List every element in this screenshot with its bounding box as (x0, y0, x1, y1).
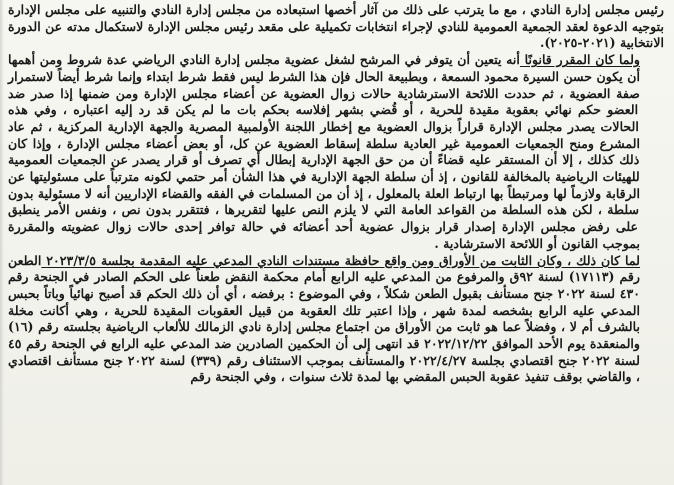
p2-line-1: أنه يتعين أن يتوفر في المرشح لشغل عضوية مجلس إدارة النادي الرياضي عدة شروط ومن (35, 52, 520, 68)
paragraph-3 (8, 253, 664, 387)
p3-lead-underlined: لما كان ذلك ، وكان الثابت من الأوراق (434, 252, 640, 268)
paragraph-1 (8, 2, 664, 52)
p1-line-3: عن الدورة الانتخابية (٢٠٢١-٢٠٢٥). (8, 18, 664, 51)
p2-line-4: صدر ضد العضو حكم نهائي بعقوبة مقيدة للحرية ، أو قُضي بشهر إفلاسه بحكم بات ما لم يكن قد رد إليه اعتباره ، وفي هذه (8, 85, 639, 118)
p2-line-2: أهمها أن يكون حسن السيرة محمود السمعة ، وبطبيعة الحال فإن هذا الشرط ليس فقط شرط ابتداء وإنما شرط أيضاً (8, 52, 640, 84)
p3-line-4: نهائياً وباتاً بحبس المدعي عليه الرابع بشخصه لمدة شهر ، وإذا اعتبر تلك العقوبة من قبيل العقوبات المقيدة للحرية ، وهي (8, 285, 641, 318)
p2-line-6: المشرع ومنح الجمعيات العمومية غير العادية سلطة إسقاط العضوية عن كل، أو بعض أعضاء مجلس الإدارة ، وإذا كان ذلك (8, 135, 640, 168)
p2-line-5: الحالات يصدر مجلس الإدارة قراراً بزوال العضوية مع إخطار اللجنة الأولمبية المصرية والجهة الإدارية المركزية ، ثم عاد (8, 118, 639, 134)
p2-line-3: لاستمرار صفة العضوية ، ثم حددت اللائحة الاسترشادية حالات زوال العضوية عن أعضاء مجلس الإدارة ومن ضمنها إذا (8, 68, 640, 101)
p3-line-7: في الجنحة رقم ٤٥ لسنة ٢٠٢٢ جنح اقتصادي بجلسة ٢٠٢٢/٤/٢٧ والمستأنف بموجب الاستئناف رقم (٣٣٩) لسنة (8, 336, 640, 368)
p2-line-11: على رفض مجلس الإدارة إصدار قرار بزوال عضوية أحد أعضائه في حالة توافر إحدى حالات زوال عضويته والمقررة (8, 219, 639, 235)
p3-line-1: ومن واقع حافظة مستندات النادي المدعي عليه المقدمة بجلسة ٢٠٢٣/٣/٥ (41, 252, 435, 268)
p1-line-2: الإدارة بتوجيه الدعوة لعقد الجمعية العمومية للنادي لإجراء انتخابات تكميلية على مقعد رئيس مجلس الإدارة لاستكمال مدته (8, 2, 664, 34)
p3-line-2: الطعن رقم (١٧١١٣) لسنة ٩٢ق والمرفوع من المدعي عليه الرابع أمام محكمة النقض طعناً على الحكم الصادر في (8, 252, 640, 285)
p1-line-1: رئيس مجلس إدارة النادي ، مع ما يترتب على ذلك من آثار أخصها استبعاده من مجلس إدارة النادي والتنبيه على مجلس (40, 2, 664, 17)
p2-line-8: للهيئات الرياضية بالمخالفة للقانون ، إذ أن سلطة الجهة الإدارية في هذا الشأن أمر حتمي لكونه مترتباً على مسئوليتها عن (8, 169, 640, 185)
page-fold-shadow (0, 0, 4, 485)
paragraph-2 (8, 52, 664, 252)
p3-line-8: ٢٠٢٢ جنح مستأنف اقتصادي ، والقاضي بوقف تنفيذ عقوبة الحبس المقضي بها لمدة ثلاث سنوات ، وفي الجنحة رقم (8, 352, 640, 385)
p3-line-5: أكانت مخلة بالشرف أم لا ، وفضلاً عما هو ثابت من الأوراق من اجتماع مجلس إدارة نادي الزمالك للألعاب الرياضية (8, 302, 640, 335)
p2-line-9: الرقابة ولازماً لها ومرتبطاً بها ارتباط العلة بالمعلول ، إذ أن من المسلمات في الفقه والقضاء الإداريين أنه لا مسئولية بدون (8, 185, 640, 201)
p2-line-7: كذلك ، إلا أن المستقر عليه قضاءً أن من حق الجهة الإدارية إبطال أي تصرف أو قرار يصدر عن الجمعيات العمومية (8, 152, 615, 168)
p2-line-12: بموجب القانون أو اللائحة الاسترشادية . (434, 235, 640, 251)
p3-line-3: الجنحة رقم ٤٣٠ لسنة ٢٠٢٢ جنح مستأنف بقبول الطعن شكلاً ، وفي الموضوع : برفضه ، أي أن ذلك الحكم قد أصبح (8, 269, 640, 301)
p3-line-6: بجلسته رقم (١٦) والمنعقدة يوم الأحد الموافق ٢٠٢٢/١٢/٢٢ قد انتهى إلى أن الحكمين الصادرين ضد المدعي عليه الرابع (8, 319, 640, 352)
p2-lead-underlined: ولما كان المقرر قانونًا (519, 52, 640, 68)
p2-line-10: سلطة ، لكن هذه السلطة من القواعد العامة التي لا يلزم النص عليها لتقريرها ، فتتقرر بدون نص ، ونفس الأمر ينطبق (8, 202, 640, 218)
